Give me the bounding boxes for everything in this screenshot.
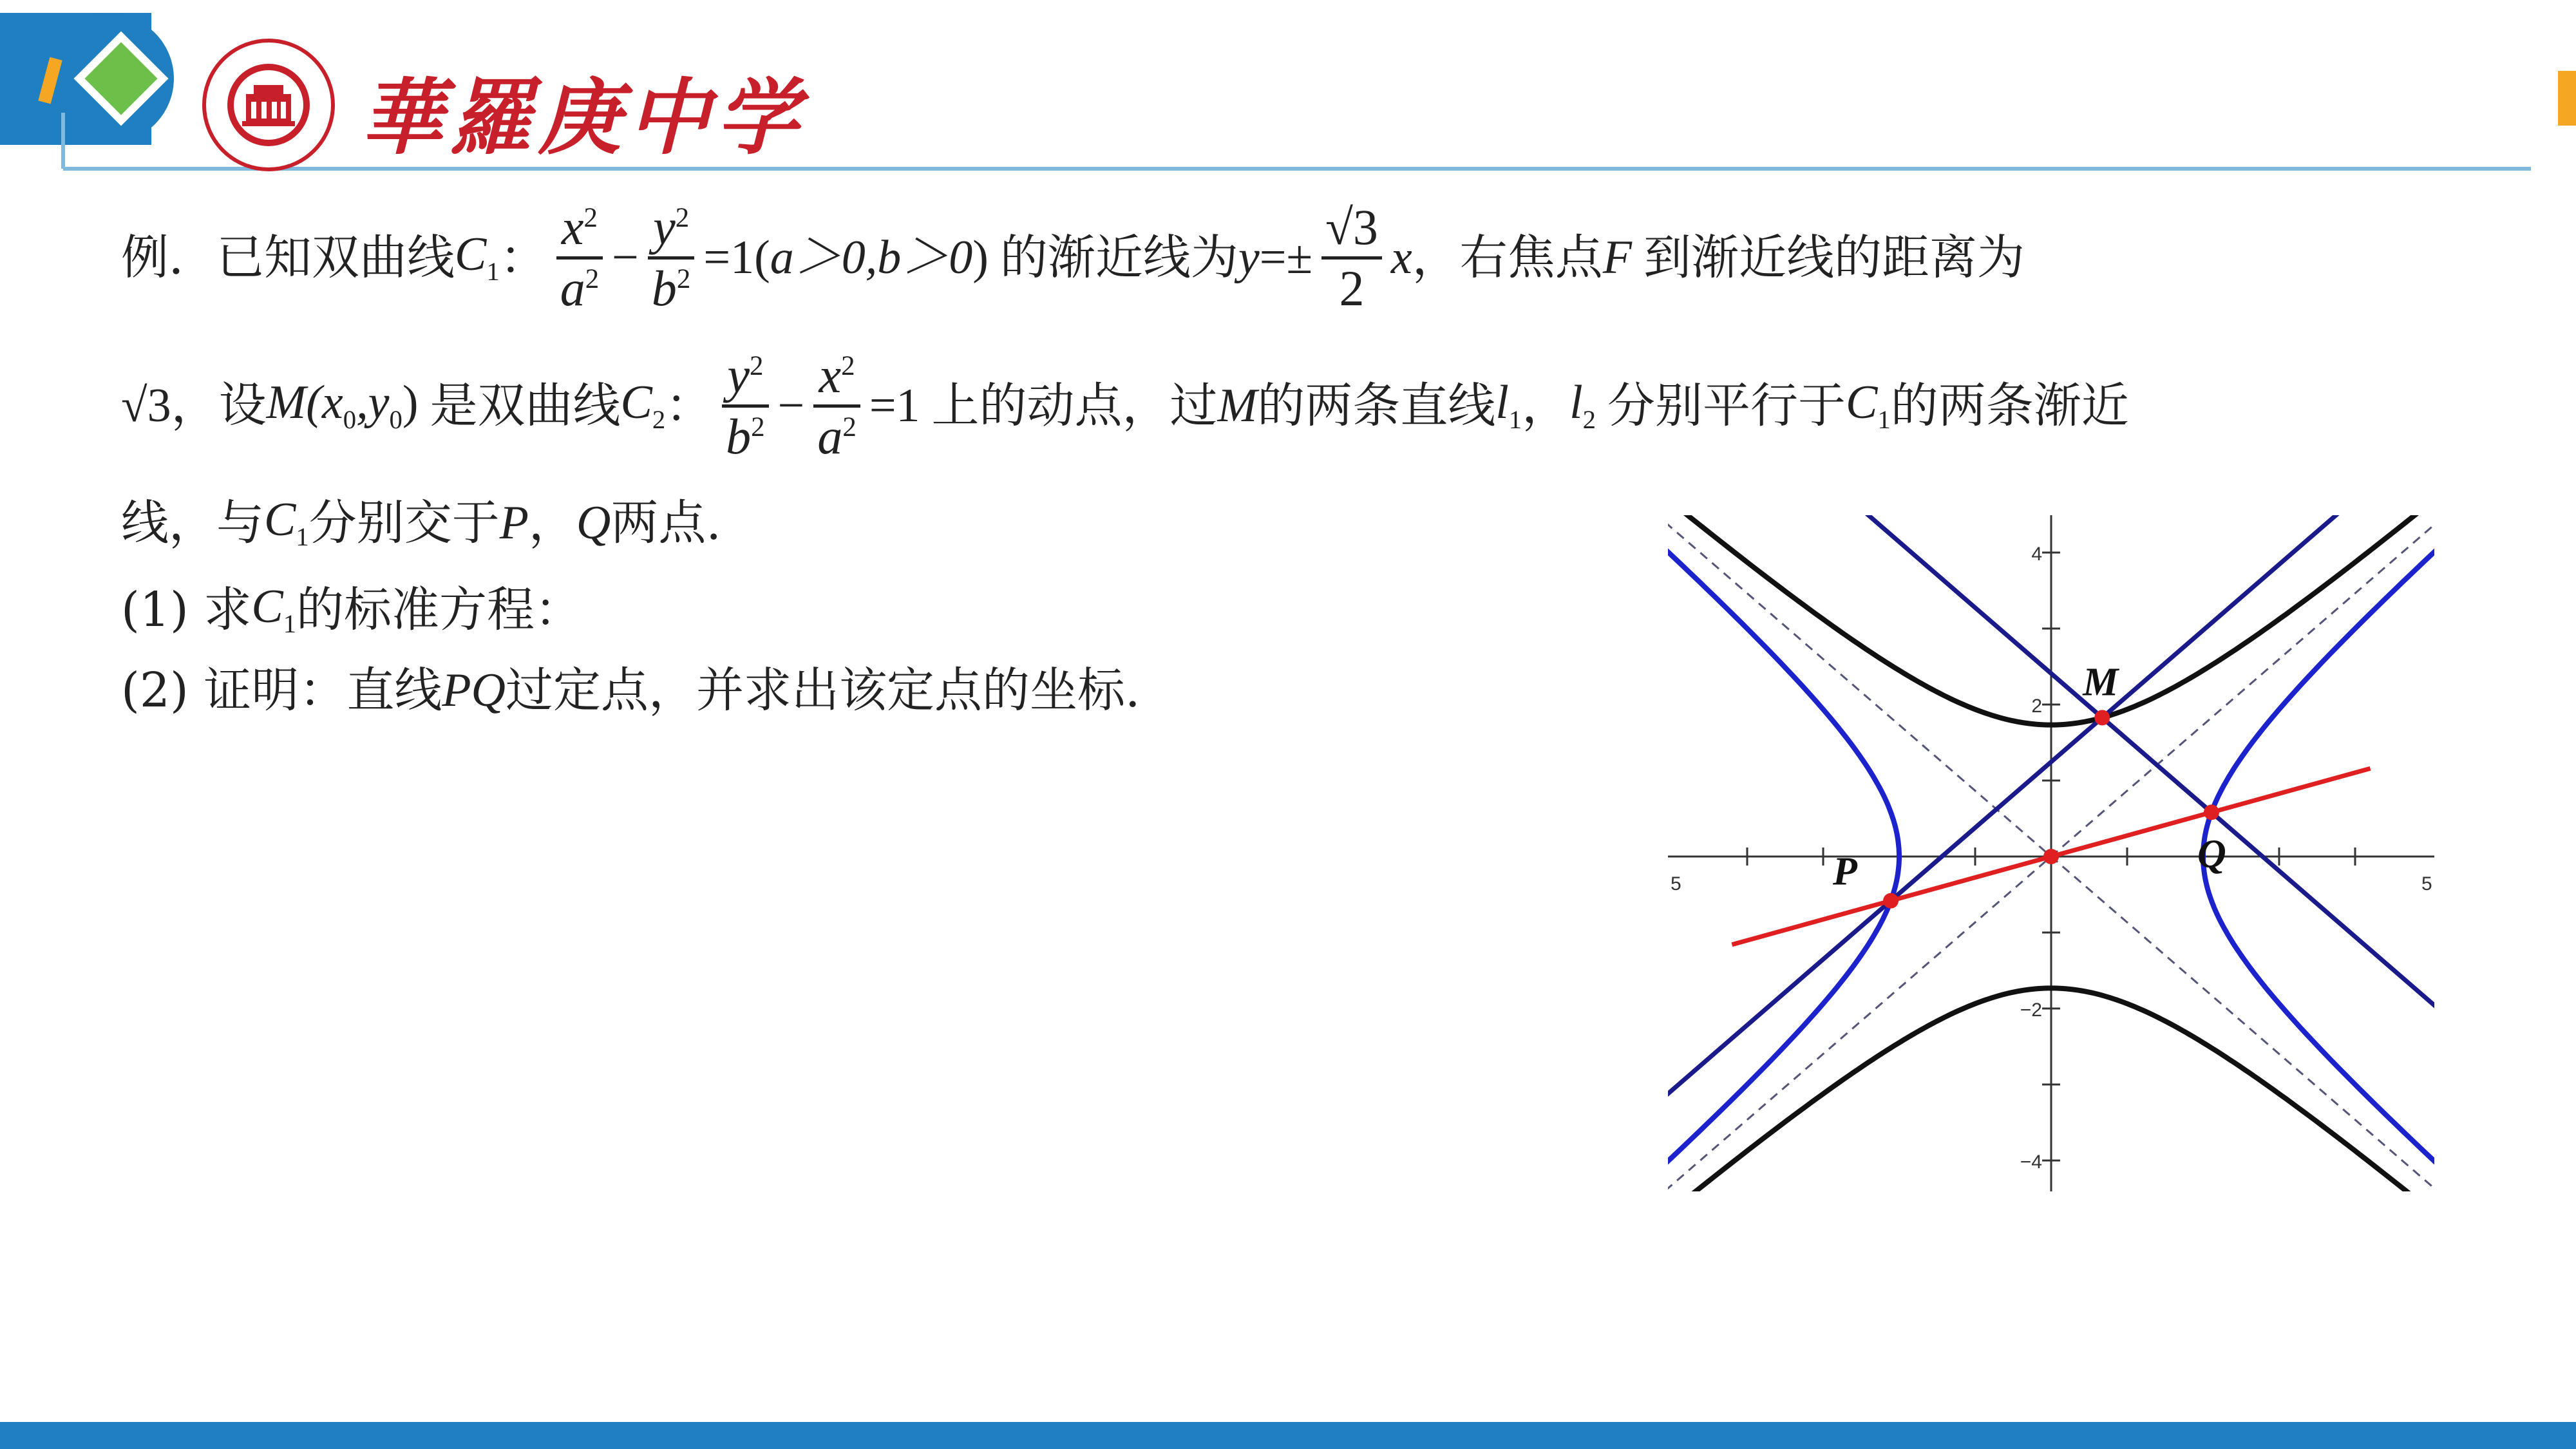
origin-dot <box>2043 849 2059 864</box>
label-q: Q <box>2197 832 2226 876</box>
fraction-x2-a2-c2: $x^2$ $a^2$ <box>813 349 860 463</box>
c2-symbol: $C_2$ <box>620 375 666 434</box>
y-tick-neg4: −4 <box>2020 1151 2042 1173</box>
fraction-x2-a2: $x^2$ $a^2$ <box>556 201 603 315</box>
label-m: M <box>2083 660 2119 705</box>
point-m: $M(x_0,y_0)$ <box>266 375 419 434</box>
question-1: (1) 求 $C_1$ 的标准方程： <box>121 580 583 638</box>
y-tick-neg2: −2 <box>2020 999 2042 1021</box>
c1-right-branch <box>2203 515 2434 1191</box>
point-p-dot <box>1883 893 1899 909</box>
y-tick-4: 4 <box>2031 544 2042 565</box>
fraction-y2-b2-c2: $y^2$ $b^2$ <box>722 349 768 463</box>
x-tick-right: 5 <box>2421 873 2432 895</box>
c1-symbol: $C_1$ <box>455 227 500 286</box>
problem-line-3: 线，与 $C_1$ 分别交于 P ， Q 两点. <box>121 493 721 551</box>
fraction-sqrt3-2: √3 2 <box>1321 201 1382 315</box>
x-tick-left: 5 <box>1671 873 1681 895</box>
problem-line-2: √3，设 $M(x_0,y_0)$ 是双曲线 $C_2$ ： $y^2$ $b^2$ − $x^2$ $a^2$ =1 上的动点，过 M 的两条直线 $l_1$ ， $l_2$ 分别平行于 $C_1$ 的两条渐近 <box>121 346 2129 464</box>
c1-left-branch <box>1668 515 1899 1191</box>
point-m-dot <box>2094 710 2110 725</box>
hyperbola-graph <box>1668 515 2434 1191</box>
y-tick-2: 2 <box>2031 696 2042 717</box>
fraction-y2-b2: $y^2$ $b^2$ <box>648 201 694 315</box>
problem-line-1: 例．已知双曲线 $C_1$ ： $x^2$ $a^2$ − $y^2$ $b^2$ =1( a＞0,b＞0 ) 的渐近线为 y =± √3 2 x ，右焦点 F 到渐近线的距离为 <box>121 198 2025 316</box>
footer-bar <box>0 1422 2576 1449</box>
school-name: 華羅庚中学 <box>361 70 806 166</box>
header <box>0 0 2576 174</box>
question-2: (2) 证明：直线 PQ 过定点，并求出该定点的坐标. <box>121 663 1141 718</box>
point-q-dot <box>2204 804 2219 820</box>
right-orange-tab <box>2558 71 2576 126</box>
text: 例．已知双曲线 <box>121 230 455 285</box>
school-logo <box>201 37 336 173</box>
label-p: P <box>1833 849 1857 894</box>
